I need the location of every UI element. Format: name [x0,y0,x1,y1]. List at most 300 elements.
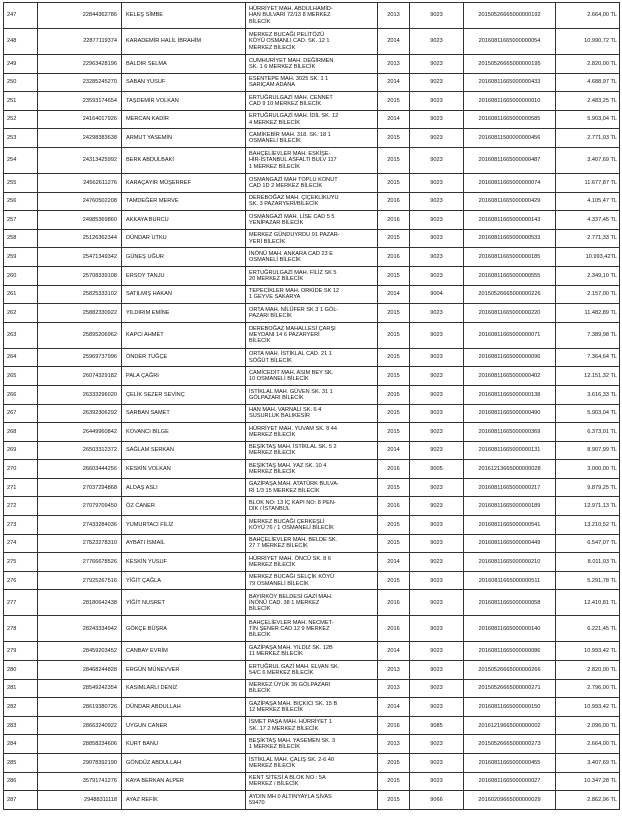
address-cell [246,248,378,267]
address-cell [246,441,378,460]
address-line: ERTUĞRUL GAZİ MAH. ELVAN SK. [249,663,340,670]
address-line: İNÖNÜ CAD. 38 1 MERKEZ [249,599,320,606]
year: 2014 [378,642,410,661]
address-line: SUSURLUK BALIKESİR [249,413,310,420]
row-number: 282 [4,698,38,717]
address-cell [246,266,378,285]
address-line: 11 MERKEZ BİLECİK [249,651,303,658]
full-name: KURT BANU [122,735,246,754]
code: 9005 [410,460,464,479]
row-number: 248 [4,29,38,55]
accrual-number: 20160811665000000433 [464,73,556,92]
id-number: 27037294868 [38,478,122,497]
accrual-number: 20160811665000000054 [464,29,556,55]
table-row [4,129,620,148]
code: 9023 [410,642,464,661]
id-number: 25708339108 [38,266,122,285]
address-line: HÜRRİYET MAH. ÖNCÜ SK. 8 6 [249,555,331,562]
address-cell [246,92,378,111]
amount: 3.407,69 TL [556,147,620,173]
address-cell [246,385,378,404]
id-number: 25882330922 [38,304,122,323]
year: 2016 [378,590,410,616]
amount: 6.547,07 TL [556,534,620,553]
amount: 11.482,89 TL [556,304,620,323]
id-number: 27925267516 [38,571,122,590]
amount: 10.990,72 TL [556,29,620,55]
address-line: GAZİPAŞA MAH. BIÇKICI SK. 15 B [249,700,338,707]
id-number: 24760502208 [38,192,122,211]
amount: 4.337,45 TL [556,211,620,230]
row-number: 268 [4,423,38,442]
address-line: İSTİKLAL MAH. ÇALIŞ SK. 2-6 40 [249,756,334,763]
year: 2015 [378,791,410,810]
id-number: 28180642438 [38,590,122,616]
address-line: SK. 3 PAZARYERİ/BİLECİK [249,201,319,208]
address-line: MERKEZ BUCAĞI ÇERKEŞLİ [249,518,325,525]
address-line: 4 MERKEZ BİLECİK [249,119,300,126]
address-cell [246,304,378,323]
amount: 6.373,01 TL [556,423,620,442]
accrual-number: 20160811665000000217 [464,478,556,497]
code: 9023 [410,73,464,92]
address-cell [246,478,378,497]
address-cell [246,754,378,773]
table-row [4,266,620,285]
table-row [4,616,620,642]
address-line: KÖYÜ 76 / 1 OSMANELİ BİLECİK [249,524,334,531]
accrual-number: 20160811665000000074 [464,173,556,192]
address-line: GÖLPAZARI BİLECİK [249,394,304,401]
id-number: 26503312372 [38,441,122,460]
year: 2016 [378,497,410,516]
accrual-number: 20160811665000000429 [464,192,556,211]
table-row [4,534,620,553]
amount: 2.771,03 TL [556,129,620,148]
full-name: PALA ÇAĞRI [122,367,246,386]
address-cell [246,29,378,55]
amount: 5.903,04 TL [556,404,620,423]
row-number: 275 [4,553,38,572]
table-row [4,248,620,267]
table-row [4,735,620,754]
full-name: BERK ABDULBAKİ [122,147,246,173]
accrual-number: 20160811665000000140 [464,616,556,642]
address-cell [246,367,378,386]
address-cell [246,173,378,192]
address-line: 27 7 MERKEZ BİLECİK [249,543,308,550]
table-row [4,497,620,516]
address-line: 1 GEYVE SAKARYA [249,294,301,301]
table-row [4,147,620,173]
amount: 10.347,28 TL [556,772,620,791]
table-row [4,285,620,304]
code: 9023 [410,772,464,791]
table-row [4,110,620,129]
address-line: AYDIN MH 0 ALTINYAYLA SİVAS [249,793,332,800]
address-line: DEREBOĞAZ MAH. ÇİÇEKLİKUYU [249,195,339,202]
code: 9023 [410,147,464,173]
amount: 2.096,00 TL [556,716,620,735]
address-line: BEŞİKTAŞ MAH. İSTİKLAL SK. 5 2 [249,444,337,451]
address-line: ORTA MAH. NİLÜFER SK 3 1 GÖL- [249,306,339,313]
address-line: MERKEZ BİLECİK [249,562,296,569]
row-number: 266 [4,385,38,404]
address-line: ERTUĞRULGAZİ MAH. CENNET [249,94,333,101]
accrual-number: 20160811665000000369 [464,423,556,442]
accrual-number: 20160811665000000585 [464,110,556,129]
address-cell [246,147,378,173]
amount: 2.349,10 TL [556,266,620,285]
full-name: ERGÜN MÜNEVVER [122,661,246,680]
amount: 3.407,69 TL [556,754,620,773]
address-line: HÜRRİYET MAH. YUVAM SK. 8 44 [249,425,337,432]
amount: 8.011,03 TL [556,553,620,572]
code: 9023 [410,304,464,323]
full-name: MERCAN KADİR [122,110,246,129]
address-line: CUMHURİYET MAH. DEĞİRMEN [249,57,334,64]
accrual-number: 20160811665000000150 [464,698,556,717]
row-number: 269 [4,441,38,460]
table-row [4,679,620,698]
address-cell [246,460,378,479]
full-name: YİĞİT ÇAĞLA [122,571,246,590]
amount: 12.971,13 TL [556,497,620,516]
id-number: 27523278310 [38,534,122,553]
address-line: YENİPAZAR BİLECİK [249,219,304,226]
address-cell [246,192,378,211]
year: 2016 [378,460,410,479]
accrual-number: 20150526665000000226 [464,285,556,304]
full-name: BALDIR SELMA [122,55,246,74]
code: 9085 [410,716,464,735]
row-number: 285 [4,754,38,773]
address-line: BLOK NO: 13 İÇ KAPI NO: 8 PEN- [249,500,336,507]
accrual-number: 20160811665000000487 [464,147,556,173]
address-line: SÖĞÜT BİLECİK [249,357,292,364]
amount: 7.364,64 TL [556,348,620,367]
code: 9023 [410,735,464,754]
full-name: YİĞİT NUSRET [122,590,246,616]
full-name: ÖZ CANER [122,497,246,516]
address-line: BAHÇELİEVLER MAH. ESKİŞE- [249,151,331,158]
address-line: İSMET PAŞA MAH. HÜRRİYET 1 [249,719,332,726]
code: 9023 [410,679,464,698]
full-name: ERSOY TANJU [122,266,246,285]
table-row [4,73,620,92]
code: 9023 [410,534,464,553]
row-number: 267 [4,404,38,423]
full-name: ALDAŞ ASLI [122,478,246,497]
row-number: 247 [4,3,38,29]
address-cell [246,516,378,535]
code: 9023 [410,571,464,590]
amount: 2.664,00 TL [556,3,620,29]
address-cell [246,571,378,590]
year: 2015 [378,385,410,404]
full-name: GÖNDÜZ ABDULLAH [122,754,246,773]
id-number: 26603444256 [38,460,122,479]
address-line: ERTUĞRULGAZİ MAH. İDİL SK. 12 [249,113,339,120]
id-number: 25126362344 [38,229,122,248]
table-row [4,55,620,74]
row-number: 270 [4,460,38,479]
accrual-number: 20160811665000000555 [464,266,556,285]
code: 9023 [410,229,464,248]
id-number: 23593174654 [38,92,122,111]
year: 2015 [378,304,410,323]
full-name: SABAN YUSUF [122,73,246,92]
amount: 12.151,32 TL [556,367,620,386]
accrual-number: 20160811665000000185 [464,248,556,267]
address-line: ERTUĞRULGAZİ MAH. FİLİZ SK 5 [249,269,337,276]
accrual-number: 20160811665000000189 [464,497,556,516]
accrual-number: 20160811665000000220 [464,304,556,323]
amount: 10.993,42 TL [556,698,620,717]
table-row [4,553,620,572]
table-row [4,516,620,535]
full-name: SAĞLAM SERKAN [122,441,246,460]
address-line: TİN ŞENER CAD.12 9 MERKEZ [249,625,330,632]
year: 2015 [378,266,410,285]
amount: 6.221,45 TL [556,616,620,642]
row-number: 279 [4,642,38,661]
row-number: 273 [4,516,38,535]
full-name: CANBAY EVRİM [122,642,246,661]
code: 9023 [410,348,464,367]
accrual-number: 20150526665000000271 [464,679,556,698]
code: 9023 [410,92,464,111]
row-number: 250 [4,73,38,92]
amount: 4.105,47 TL [556,192,620,211]
id-number: 29078392190 [38,754,122,773]
address-line: ORTA MAH. İSTİKLAL CAD. 21 1 [249,351,332,358]
row-number: 257 [4,211,38,230]
full-name: KESKİN VOLKAN [122,460,246,479]
table-row [4,441,620,460]
row-number: 277 [4,590,38,616]
year: 2013 [378,679,410,698]
full-name: KELEŞ SİMBE [122,3,246,29]
full-name: KARADEMİR HALİL İBRAHİM [122,29,246,55]
table-row [4,590,620,616]
address-line: BİLECİK [249,632,271,639]
id-number: 26392306292 [38,404,122,423]
table-row [4,404,620,423]
full-name: GÖKÇE BÜŞRA [122,616,246,642]
address-line: ESENTEPE MAH. 3025 SK. 1 1 [249,76,329,83]
code: 9023 [410,590,464,616]
id-number: 27079709450 [38,497,122,516]
table-row [4,3,620,29]
table-row [4,423,620,442]
row-number: 251 [4,92,38,111]
full-name: SARBAN SAMET [122,404,246,423]
address-cell [246,553,378,572]
code: 9066 [410,791,464,810]
table-row [4,661,620,680]
address-line: CAD 9 10 MERKEZ BİLECİK [249,100,322,107]
address-line: MERKEZ ÜYÜK 36 GÖLPAZARI [249,682,331,689]
full-name: KESKİN YUSUF [122,553,246,572]
year: 2014 [378,73,410,92]
address-line: DİK / İSTANBUL [249,506,290,513]
id-number: 35791741276 [38,772,122,791]
accrual-number: 20160811665000000010 [464,92,556,111]
full-name: YILDIRIM EMİNE [122,304,246,323]
accrual-number: 20160811665000000455 [464,754,556,773]
address-line: BAYIRKÖY BELDESİ GAZİ MAH. [249,593,333,600]
code: 9023 [410,248,464,267]
row-number: 252 [4,110,38,129]
year: 2015 [378,92,410,111]
year: 2015 [378,754,410,773]
id-number: 25969737996 [38,348,122,367]
id-number: 24298383638 [38,129,122,148]
table-row [4,92,620,111]
id-number: 25471349342 [38,248,122,267]
amount: 8.907,99 TL [556,441,620,460]
id-number: 22844362786 [38,3,122,29]
table-row [4,642,620,661]
full-name: AYAZ REFİK [122,791,246,810]
row-number: 276 [4,571,38,590]
accrual-number: 20160811665000000210 [464,553,556,572]
table-row [4,478,620,497]
code: 9023 [410,616,464,642]
year: 2016 [378,248,410,267]
address-line: OSMANELİ BİLECİK [249,257,301,264]
address-cell [246,534,378,553]
id-number: 23285245270 [38,73,122,92]
address-line: MERKEZ BİLECİK [249,762,296,769]
accrual-number: 20150526665000000266 [464,661,556,680]
id-number: 25825333102 [38,285,122,304]
full-name: SATILMIŞ HAKAN [122,285,246,304]
amount: 2.862,96 TL [556,791,620,810]
address-line: Rİ 1/3 15 MERKEZ BİLECİK [249,487,320,494]
full-name: GÜNEŞ UĞUR [122,248,246,267]
row-number: 254 [4,147,38,173]
row-number: 272 [4,497,38,516]
address-line: YERİ BİLECİK [249,238,286,245]
table-row [4,754,620,773]
full-name: TAMDEĞER MERVE [122,192,246,211]
address-cell [246,129,378,148]
full-name: KARAÇAYIR MÜŞERREF [122,173,246,192]
address-line: HAN BULVARI 72/13 8 MERKEZ [249,12,331,19]
full-name: DÜNDAR UTKU [122,229,246,248]
year: 2013 [378,3,410,29]
row-number: 258 [4,229,38,248]
full-name: YUMURTACI FİLİZ [122,516,246,535]
row-number: 271 [4,478,38,497]
address-line: TEPECİKLER MAH. ORKİDE SK 12 [249,288,340,295]
address-cell [246,716,378,735]
address-line: GAZİPAŞA MAH. ATATÜRK BULVA- [249,481,339,488]
id-number: 22963428196 [38,55,122,74]
table-row [4,304,620,323]
address-cell [246,679,378,698]
address-line: SARIÇAM ADANA [249,82,296,89]
address-cell [246,322,378,348]
full-name: KAPCI AHMET [122,322,246,348]
year: 2013 [378,55,410,74]
table-row [4,772,620,791]
code: 9023 [410,754,464,773]
amount: 5.291,78 TL [556,571,620,590]
year: 2014 [378,698,410,717]
row-number: 261 [4,285,38,304]
address-line: MERKEZ BUCAĞI SELÇİK KÖYÜ [249,574,335,581]
year: 2013 [378,735,410,754]
code: 9023 [410,55,464,74]
year: 2016 [378,716,410,735]
address-line: CAMİCEDİT MAH. ASIM BEY SK. [249,369,334,376]
table-row [4,385,620,404]
row-number: 281 [4,679,38,698]
id-number: 26449960842 [38,423,122,442]
address-cell [246,423,378,442]
address-line: SK. 17 2 MERKEZ BİLECİK [249,725,319,732]
address-line: GAZİPAŞA MAH. YILDIZ SK. 12B [249,645,333,652]
debtor-table [3,2,620,810]
address-cell [246,110,378,129]
table-row [4,791,620,810]
code: 9023 [410,266,464,285]
address-line: BİLECİK [249,338,271,345]
row-number: 259 [4,248,38,267]
code: 9023 [410,516,464,535]
amount: 4.688,97 TL [556,73,620,92]
address-line: HİR-İSTANBUL ASFALTI BULV 117 [249,157,337,164]
id-number: 28549242354 [38,679,122,698]
address-line: OSMANGAZİ MAH. LİSE CAD 5 5 [249,213,335,220]
accrual-number: 20160811665000000143 [464,211,556,230]
address-cell [246,590,378,616]
id-number: 28858234606 [38,735,122,754]
year: 2015 [378,534,410,553]
code: 9023 [410,698,464,717]
row-number: 278 [4,616,38,642]
address-line: CAD 1D 2 MERKEZ BİLECİK [249,182,323,189]
address-line: BİLECİK [249,688,271,695]
amount: 2.820,00 TL [556,661,620,680]
address-cell [246,642,378,661]
table-row [4,460,620,479]
year: 2014 [378,441,410,460]
address-line: MERKEZ BİLECİK [249,431,296,438]
amount: 2.796,00 TL [556,679,620,698]
year: 2014 [378,29,410,55]
address-line: BAHÇELİEVLER MAH. BELDE SK. [249,537,338,544]
address-line: 54/C 6 MERKEZ BİLECİK [249,669,314,676]
address-cell [246,285,378,304]
table-row [4,322,620,348]
amount: 2.771,33 TL [556,229,620,248]
accrual-number: 20160811665000000511 [464,571,556,590]
accrual-number: 20160811665000000541 [464,516,556,535]
year: 2014 [378,553,410,572]
table-body [4,3,620,810]
year: 2013 [378,661,410,680]
full-name: DÜNDAR ABDULLAH [122,698,246,717]
address-line: İNÖNÜ MAH. ANKARA CAD 23 E [249,250,333,257]
row-number: 284 [4,735,38,754]
code: 9023 [410,29,464,55]
year: 2016 [378,211,410,230]
address-cell [246,616,378,642]
